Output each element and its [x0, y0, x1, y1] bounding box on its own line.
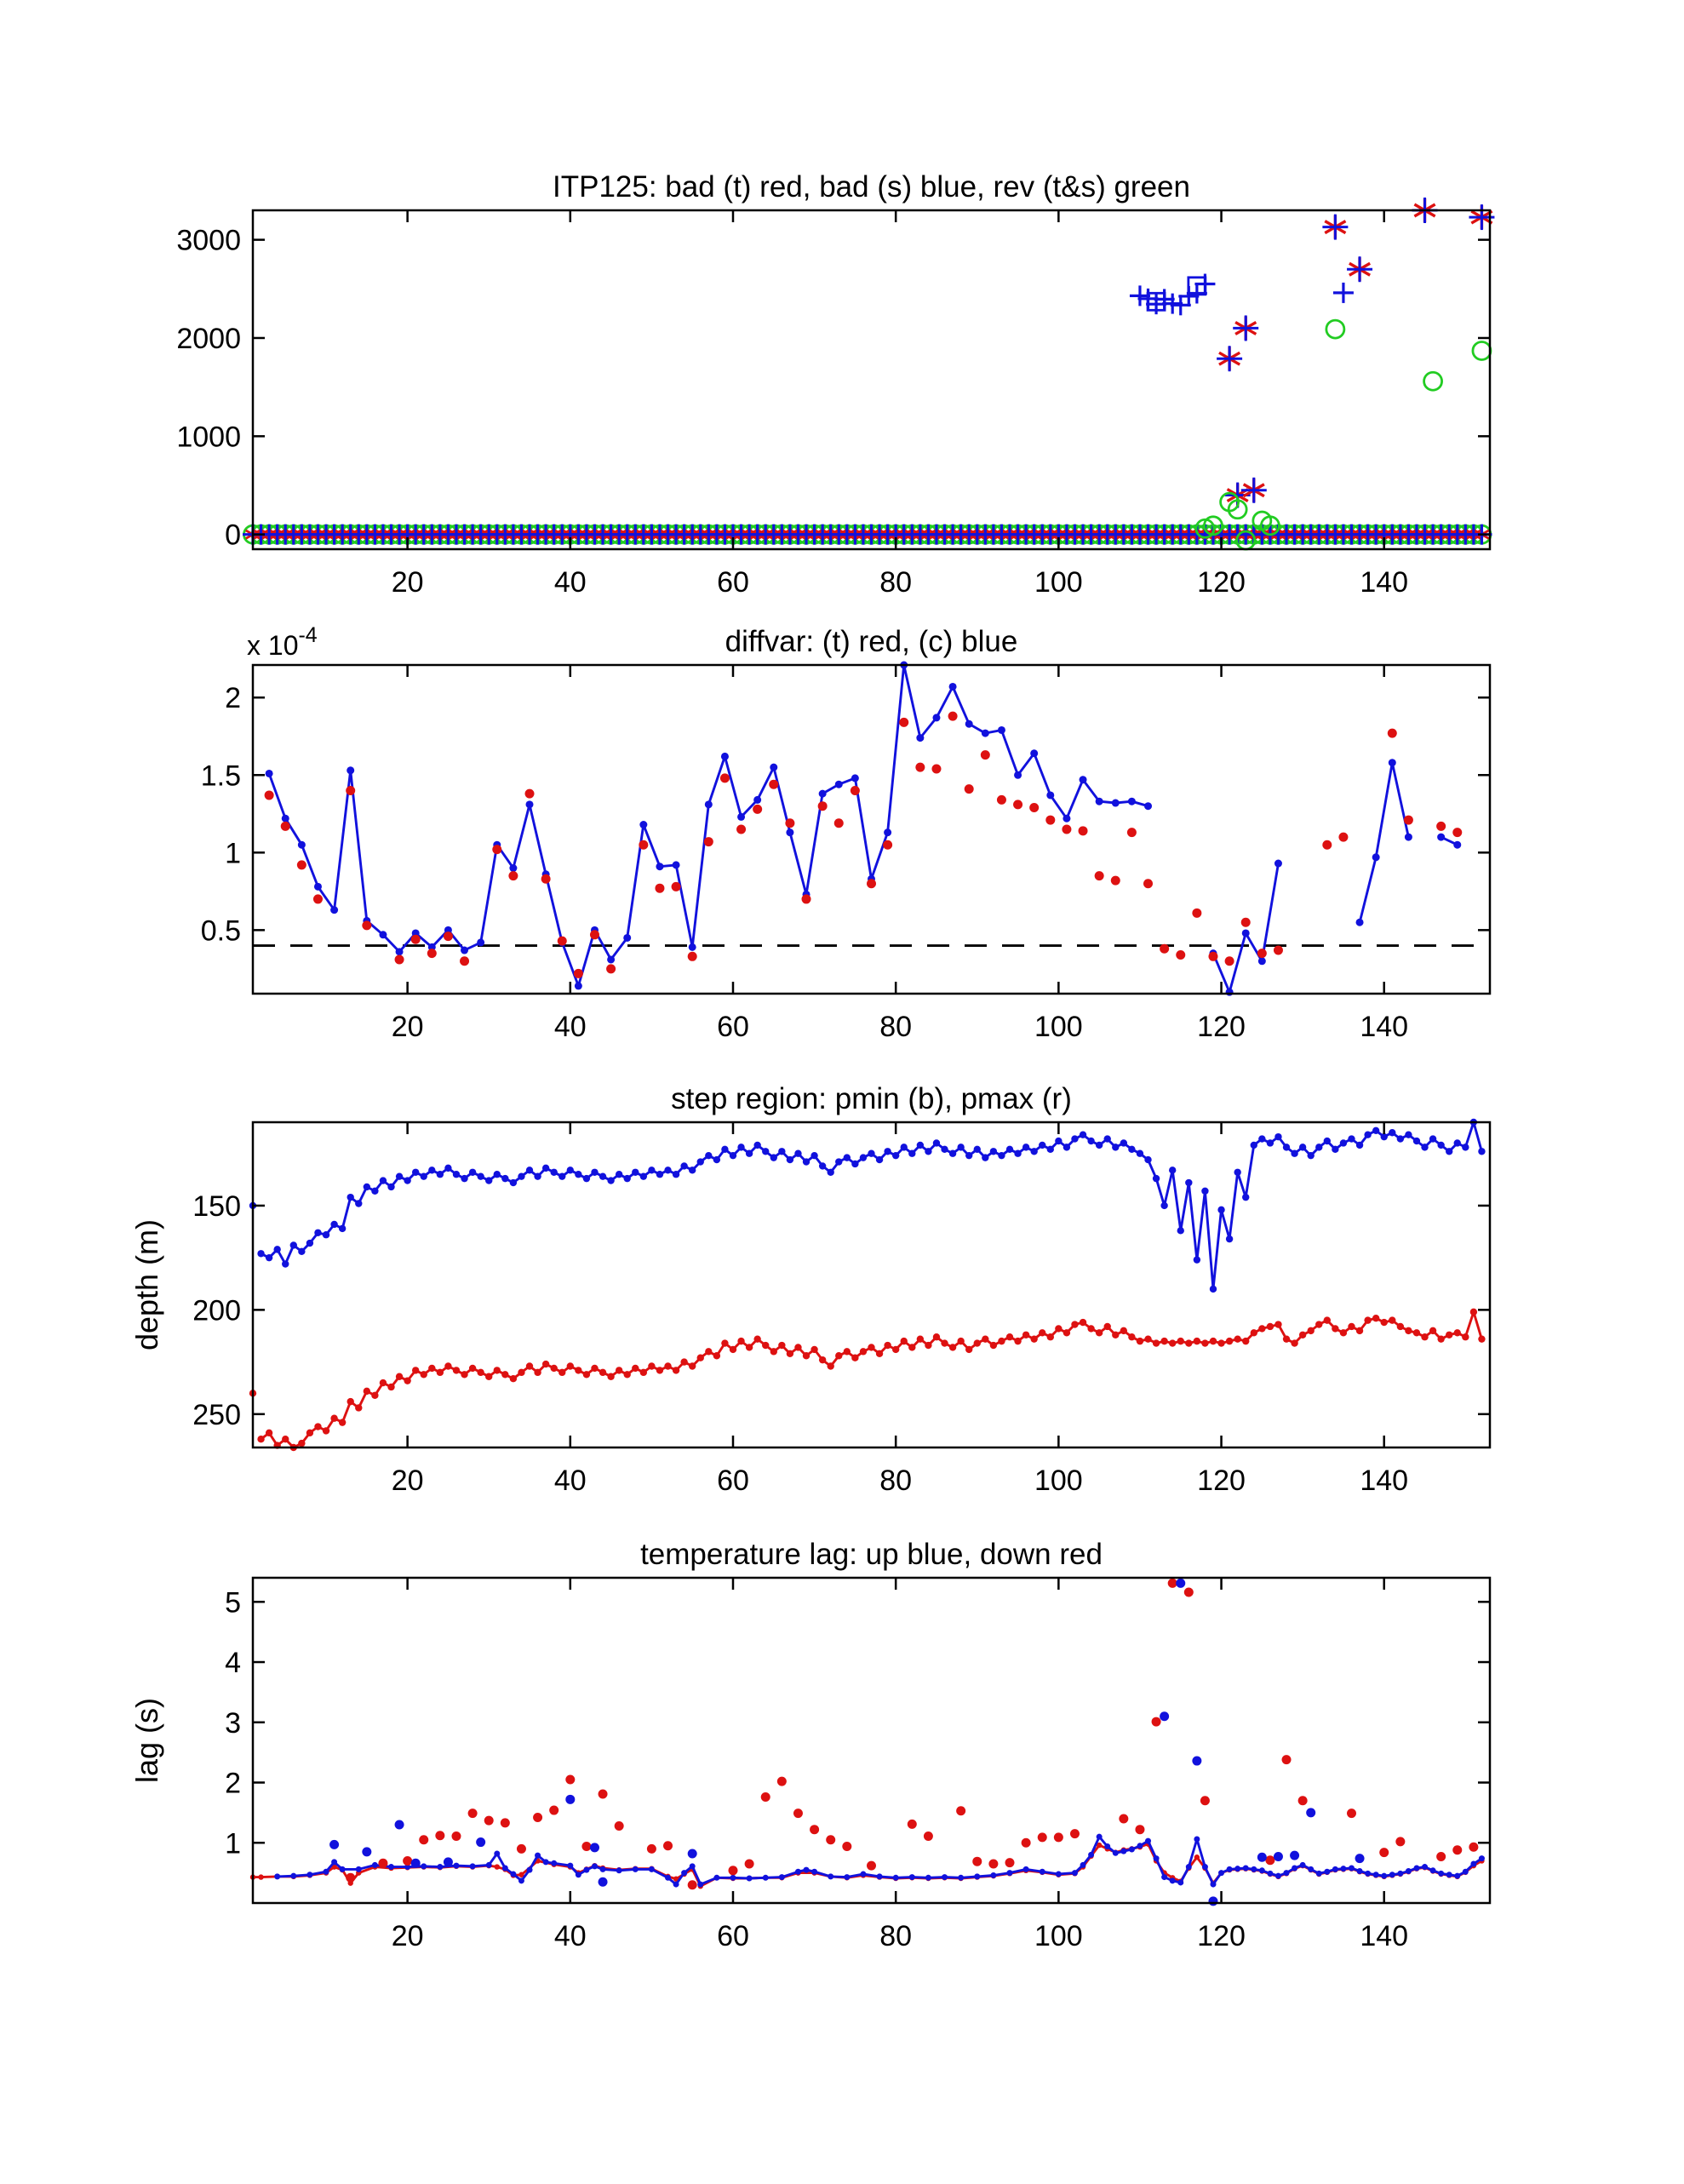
rev-ts-green-circles [1196, 320, 1491, 549]
plot-temperature-lag [129, 1538, 1490, 1952]
x-tick-label: 40 [553, 1465, 587, 1497]
x-tick-label: 60 [717, 1465, 749, 1497]
plot-diffvar [201, 623, 1490, 1043]
x-tick-label: 120 [1197, 1920, 1246, 1952]
y-axis-multiplier: x $10^{-4}$ [247, 623, 318, 661]
x-tick-label: 140 [1360, 1465, 1409, 1497]
y-tick-label: 4 [225, 1647, 241, 1680]
y-tick-label: 200 [192, 1294, 241, 1327]
lag-up-blue-line [274, 1834, 1485, 1888]
y-tick-label: 0.5 [200, 914, 241, 948]
x-tick-label: 40 [553, 1011, 587, 1043]
y-tick-label: 1 [225, 1827, 241, 1860]
axes-box [253, 1122, 1490, 1447]
axes-box [253, 210, 1490, 549]
y-tick-label: 0 [225, 519, 241, 552]
x-tick-label: 20 [391, 1011, 424, 1043]
x-tick-label: 40 [553, 1920, 587, 1952]
x-tick-label: 120 [1197, 1465, 1246, 1497]
y-tick-label: 1000 [176, 421, 241, 454]
y-tick-label: 2000 [176, 322, 241, 355]
x-tick-label: 120 [1197, 1011, 1246, 1043]
plot-title-diffvar: diffvar: (t) red, (c) blue [725, 625, 1018, 658]
plot-step-region [129, 1082, 1490, 1497]
x-tick-label: 120 [1197, 566, 1246, 599]
y-tick-label: 3 [225, 1706, 241, 1740]
y-tick-label: 5 [225, 1586, 241, 1619]
y-tick-label: 1 [225, 837, 241, 870]
y-tick-label: 2 [225, 1767, 241, 1800]
x-tick-label: 20 [391, 566, 424, 599]
x-tick-label: 60 [717, 1920, 749, 1952]
x-tick-label: 80 [879, 1465, 913, 1497]
lag-up-blue-dots [329, 1579, 1364, 1906]
y-axis-label-step-region: depth (m) [129, 1218, 164, 1351]
lag-down-red-dots [346, 1579, 1478, 1889]
y-tick-label: 1.5 [200, 760, 241, 793]
x-tick-label: 60 [717, 1011, 749, 1043]
pmax-red [249, 1309, 1486, 1452]
x-tick-label: 80 [879, 1011, 913, 1043]
x-tick-label: 20 [391, 1465, 424, 1497]
plot-title-step-region: step region: pmin (b), pmax (r) [671, 1082, 1072, 1115]
x-tick-label: 140 [1360, 1011, 1409, 1043]
x-tick-label: 40 [553, 566, 587, 599]
x-tick-label: 80 [879, 566, 913, 599]
x-tick-label: 100 [1034, 1465, 1083, 1497]
axes-box [253, 665, 1490, 994]
y-axis-label-temperature-lag: lag (s) [129, 1697, 164, 1784]
x-tick-label: 140 [1360, 566, 1409, 599]
x-tick-label: 100 [1034, 1011, 1083, 1043]
plot-bad-profiles [176, 170, 1494, 599]
x-tick-label: 140 [1360, 1920, 1409, 1952]
pmin-blue [249, 1119, 1486, 1293]
y-tick-label: 150 [192, 1189, 241, 1223]
x-tick-label: 100 [1034, 1920, 1083, 1952]
axes-box [253, 1578, 1490, 1903]
x-tick-label: 20 [391, 1920, 424, 1952]
diffvar-t-red-dots [265, 712, 1463, 978]
x-tick-label: 80 [879, 1920, 913, 1952]
plot-title-bad-profiles: ITP125: bad (t) red, bad (s) blue, rev (t&s) green [553, 170, 1190, 203]
rev-ts-asterisks [1217, 198, 1494, 508]
y-tick-label: 3000 [176, 224, 241, 257]
y-tick-label: 250 [192, 1398, 241, 1431]
x-tick-label: 100 [1034, 566, 1083, 599]
y-tick-label: 2 [225, 682, 241, 715]
x-tick-label: 60 [717, 566, 749, 599]
plot-title-temperature-lag: temperature lag: up blue, down red [640, 1538, 1103, 1571]
